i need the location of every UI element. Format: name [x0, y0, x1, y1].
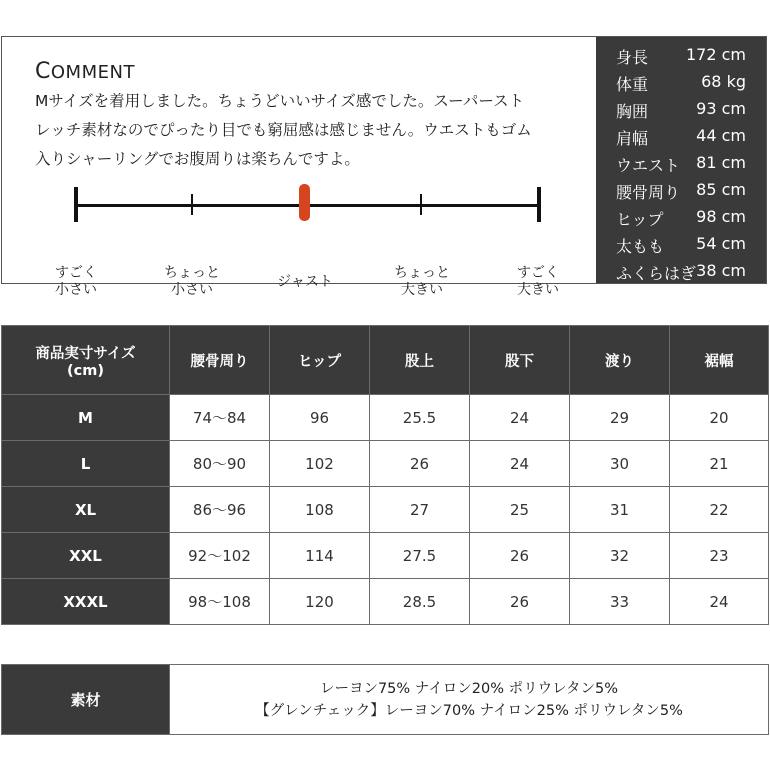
table-cell: 25	[470, 487, 570, 533]
column-header: ヒップ	[270, 326, 370, 395]
table-row	[2, 441, 769, 487]
fit-scale-tick-slightly-small	[191, 194, 193, 215]
fit-label-slightly-small: ちょっと 小さい	[164, 265, 220, 298]
fit-label-very-small: すごく 小さい	[55, 265, 97, 298]
comment-box	[1, 36, 767, 298]
table-cell: 98～108	[170, 579, 270, 625]
table-cell: 31	[570, 487, 670, 533]
fit-label-just: ジャスト	[277, 274, 333, 290]
column-header: 腰骨周り	[170, 326, 270, 395]
fit-scale-tick-slightly-large	[420, 194, 422, 215]
column-header: 股下	[470, 326, 570, 395]
comment-title-initial: C	[35, 59, 51, 84]
comment-line: レッチ素材なのでぴったり目でも窮屈感は感じません。ウエストもゴム	[35, 121, 532, 139]
table-cell: 20	[670, 395, 769, 441]
table-cell: 24	[470, 395, 570, 441]
measure-row: ウエスト 81 cm	[616, 153, 746, 175]
table-cell: 23	[670, 533, 769, 579]
size-label: XXXL	[2, 579, 170, 625]
size-label: XL	[2, 487, 170, 533]
size-table	[1, 325, 769, 625]
fit-scale-tick-very-large	[537, 187, 541, 222]
table-cell: 22	[670, 487, 769, 533]
table-cell: 27	[370, 487, 470, 533]
table-cell: 30	[570, 441, 670, 487]
model-measurements	[596, 37, 766, 283]
table-cell: 120	[270, 579, 370, 625]
table-cell: 27.5	[370, 533, 470, 579]
table-cell: 108	[270, 487, 370, 533]
table-cell: 24	[470, 441, 570, 487]
comment-title-rest: OMMENT	[50, 62, 135, 83]
table-cell: 86～96	[170, 487, 270, 533]
measure-row: 太もも 54 cm	[616, 234, 746, 256]
table-row	[2, 487, 769, 533]
size-label: XXL	[2, 533, 170, 579]
measure-row: 胸囲 93 cm	[616, 99, 746, 121]
size-label: L	[2, 441, 170, 487]
fit-scale-marker	[299, 184, 310, 221]
table-cell: 29	[570, 395, 670, 441]
table-cell: 24	[670, 579, 769, 625]
material-line: レーヨン75% ナイロン20% ポリウレタン5%	[319, 680, 619, 697]
table-row	[2, 395, 769, 441]
material-table	[1, 664, 769, 735]
table-cell: 102	[270, 441, 370, 487]
fit-label-very-large: すごく 大きい	[517, 265, 559, 298]
table-cell: 74～84	[170, 395, 270, 441]
table-cell: 26	[470, 579, 570, 625]
table-cell: 96	[270, 395, 370, 441]
table-cell: 32	[570, 533, 670, 579]
table-cell: 21	[670, 441, 769, 487]
column-header: 裾幅	[670, 326, 769, 395]
measure-row: 肩幅 44 cm	[616, 126, 746, 148]
comment-text	[35, 87, 585, 174]
measure-row: 体重 68 kg	[616, 72, 746, 94]
measure-row: ふくらはぎ 38 cm	[616, 261, 746, 283]
measure-row: ヒップ 98 cm	[616, 207, 746, 229]
column-header: 股上	[370, 326, 470, 395]
table-cell: 92～102	[170, 533, 270, 579]
fit-label-slightly-large: ちょっと 大きい	[394, 265, 450, 298]
measure-row: 腰骨周り 85 cm	[616, 180, 746, 202]
table-cell: 33	[570, 579, 670, 625]
measure-row: 身長 172 cm	[616, 45, 746, 67]
material-label: 素材	[2, 665, 170, 735]
table-row	[2, 579, 769, 625]
comment-title	[35, 59, 135, 84]
table-cell: 114	[270, 533, 370, 579]
table-cell: 80～90	[170, 441, 270, 487]
fit-scale-tick-very-small	[74, 187, 78, 222]
comment-line: Mサイズを着用しました。ちょうどいいサイズ感でした。スーパースト	[35, 92, 525, 110]
table-row	[2, 533, 769, 579]
table-cell: 28.5	[370, 579, 470, 625]
size-table-corner: 商品実寸サイズ (cm)	[2, 326, 170, 395]
fit-scale	[2, 177, 602, 298]
table-cell: 26	[470, 533, 570, 579]
material-row	[2, 665, 769, 735]
material-line: 【グレンチェック】レーヨン70% ナイロン25% ポリウレタン5%	[255, 702, 683, 719]
column-header: 渡り	[570, 326, 670, 395]
size-label: M	[2, 395, 170, 441]
comment-line: 入りシャーリングでお腹周りは楽ちんですよ。	[35, 150, 360, 168]
table-cell: 26	[370, 441, 470, 487]
material-composition	[170, 665, 769, 735]
table-cell: 25.5	[370, 395, 470, 441]
size-table-header	[2, 326, 769, 395]
